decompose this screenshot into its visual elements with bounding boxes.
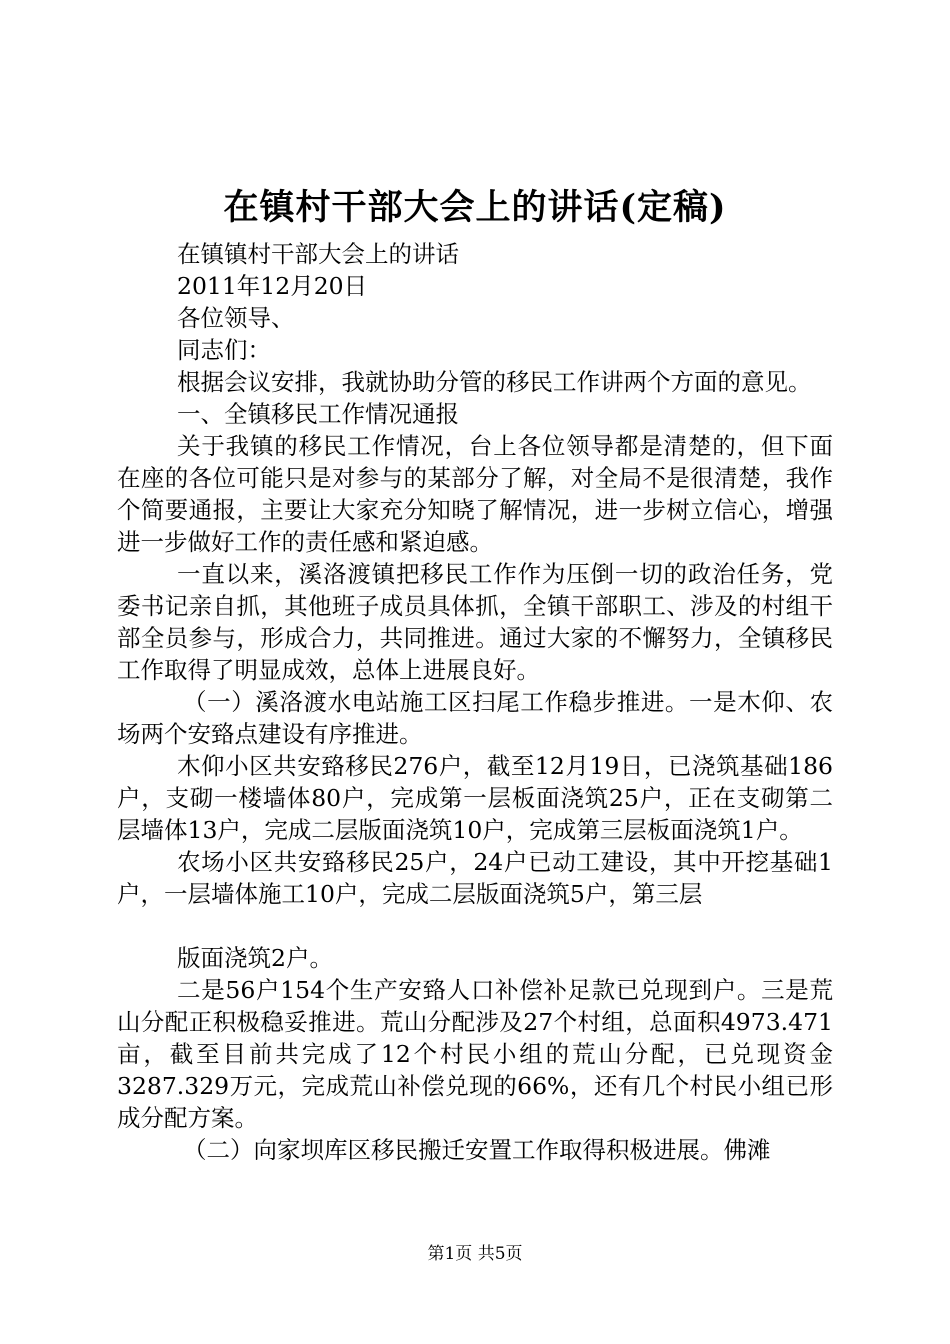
page-number-footer: 第1页 共5页 — [427, 1244, 523, 1264]
salutation-comrades: 同志们： — [177, 336, 271, 364]
paragraph: 关于我镇的移民工作情况，台上各位领导都是清楚的，但下面在座的各位可能只是对参与的某部分了解，对全局不是很清楚，我作个简要通报，主要让大家充分知晓了解情况，进一步树立信心，增强进一步做好工作的责任感和紧迫感。 — [117, 432, 833, 556]
paragraph: 二是56户154个生产安臵人口补偿补足款已兑现到户。三是荒山分配正积极稳妥推进。荒山分配涉及27个村组，总面积4973.471亩，截至目前共完成了12个村民小组的荒山分配，已兑现资金3287.329万元，完成荒山补偿兑现的66%，还有几个村民小组已形成分配方案。 — [117, 976, 833, 1132]
paragraph: 根据会议安排，我就协助分管的移民工作讲两个方面的意见。 — [177, 368, 812, 396]
salutation-leaders: 各位领导、 — [177, 304, 295, 332]
paragraph: 木仰小区共安臵移民276户，截至12月19日，已浇筑基础186户，支砌一楼墙体80户，完成第一层板面浇筑25户，正在支砌第二层墙体13户，完成二层版面浇筑10户，完成第三层板面浇筑1户。 — [117, 752, 833, 844]
document-body — [117, 238, 833, 1166]
subsection-heading: （二）向家坝库区移民搬迁安置工作取得积极进展。佛滩 — [183, 1136, 771, 1164]
speech-date: 2011年12月20日 — [177, 272, 368, 300]
paragraph: 一直以来，溪洛渡镇把移民工作作为压倒一切的政治任务，党委书记亲自抓，其他班子成员具体抓，全镇干部职工、涉及的村组干部全员参与，形成合力，共同推进。通过大家的不懈努力，全镇移民工作取得了明显成效，总体上进展良好。 — [117, 560, 833, 684]
section-heading: 一、全镇移民工作情况通报 — [177, 400, 459, 428]
subsection-heading: （一）溪洛渡水电站施工区扫尾工作稳步推进。一是木仰、农场两个安臵点建设有序推进。 — [117, 688, 833, 748]
paragraph-continued: 版面浇筑2户。 — [177, 944, 333, 972]
paragraph: 农场小区共安臵移民25户，24户已动工建设，其中开挖基础1户，一层墙体施工10户，完成二层版面浇筑5户，第三层 — [117, 848, 833, 908]
speech-heading: 在镇镇村干部大会上的讲话 — [177, 240, 459, 268]
document-title: 在镇村干部大会上的讲话(定稿) — [223, 187, 727, 228]
